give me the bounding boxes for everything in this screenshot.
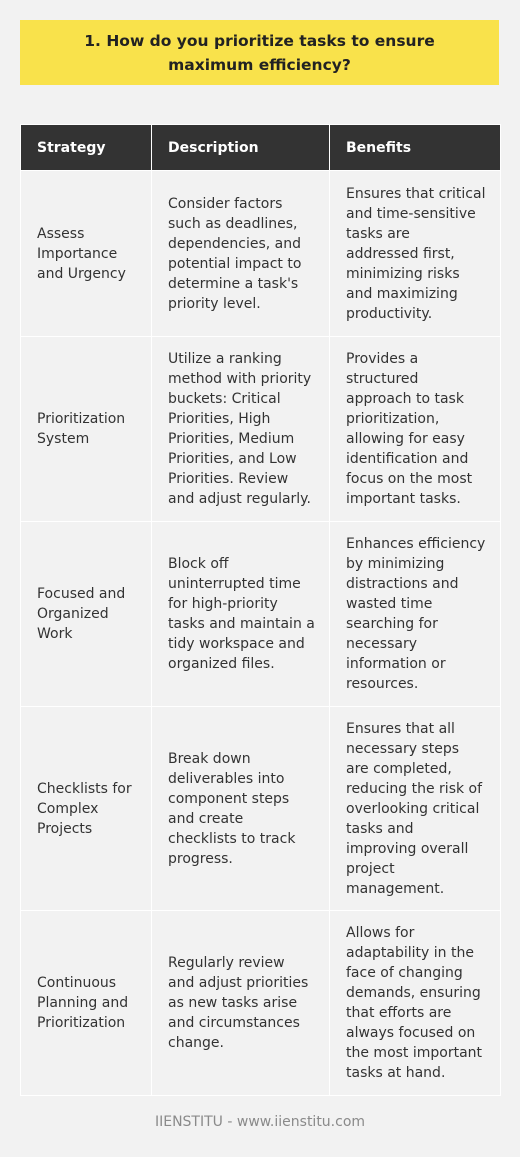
description-cell: Consider factors such as deadlines, dependencies, and potential impact to determine a task's priority level. xyxy=(152,171,330,337)
footer-credit: IIENSTITU - www.iienstitu.com xyxy=(154,1114,366,1130)
description-cell: Break down deliverables into component steps and create checklists to track progress. xyxy=(152,707,330,911)
description-cell: Regularly review and adjust priorities as new tasks arise and circumstances change. xyxy=(152,911,330,1096)
column-header-benefits: Benefits xyxy=(330,125,501,171)
table-row xyxy=(21,707,501,911)
benefits-cell: Allows for adaptability in the face of changing demands, ensuring that efforts are always focused on the most important tasks at hand. xyxy=(330,911,501,1096)
table-row xyxy=(21,911,501,1096)
benefits-cell: Ensures that all necessary steps are completed, reducing the risk of overlooking critical tasks and improving overall project management. xyxy=(330,707,501,911)
column-header-strategy: Strategy xyxy=(21,125,152,171)
benefits-cell: Ensures that critical and time-sensitive tasks are addressed first, minimizing risks and maximizing productivity. xyxy=(330,171,501,337)
strategy-cell: Continuous Planning and Prioritization xyxy=(21,911,152,1096)
strategy-cell: Checklists for Complex Projects xyxy=(21,707,152,911)
description-cell: Block off uninterrupted time for high-priority tasks and maintain a tidy workspace and organized files. xyxy=(152,522,330,707)
strategy-cell: Assess Importance and Urgency xyxy=(21,171,152,337)
description-cell: Utilize a ranking method with priority buckets: Critical Priorities, High Priorities, Medium Priorities, and Low Priorities. Review and adjust regularly. xyxy=(152,337,330,522)
table-row xyxy=(21,171,501,337)
strategy-table xyxy=(20,124,501,1096)
benefits-cell: Enhances efficiency by minimizing distractions and wasted time searching for necessary information or resources. xyxy=(330,522,501,707)
column-header-description: Description xyxy=(152,125,330,171)
table-row xyxy=(21,337,501,522)
table-row xyxy=(21,522,501,707)
benefits-cell: Provides a structured approach to task prioritization, allowing for easy identification and focus on the most important tasks. xyxy=(330,337,501,522)
strategy-cell: Prioritization System xyxy=(21,337,152,522)
page-title: 1. How do you prioritize tasks to ensure maximum efficiency? xyxy=(20,20,499,85)
table-header-row xyxy=(21,125,501,171)
strategy-cell: Focused and Organized Work xyxy=(21,522,152,707)
